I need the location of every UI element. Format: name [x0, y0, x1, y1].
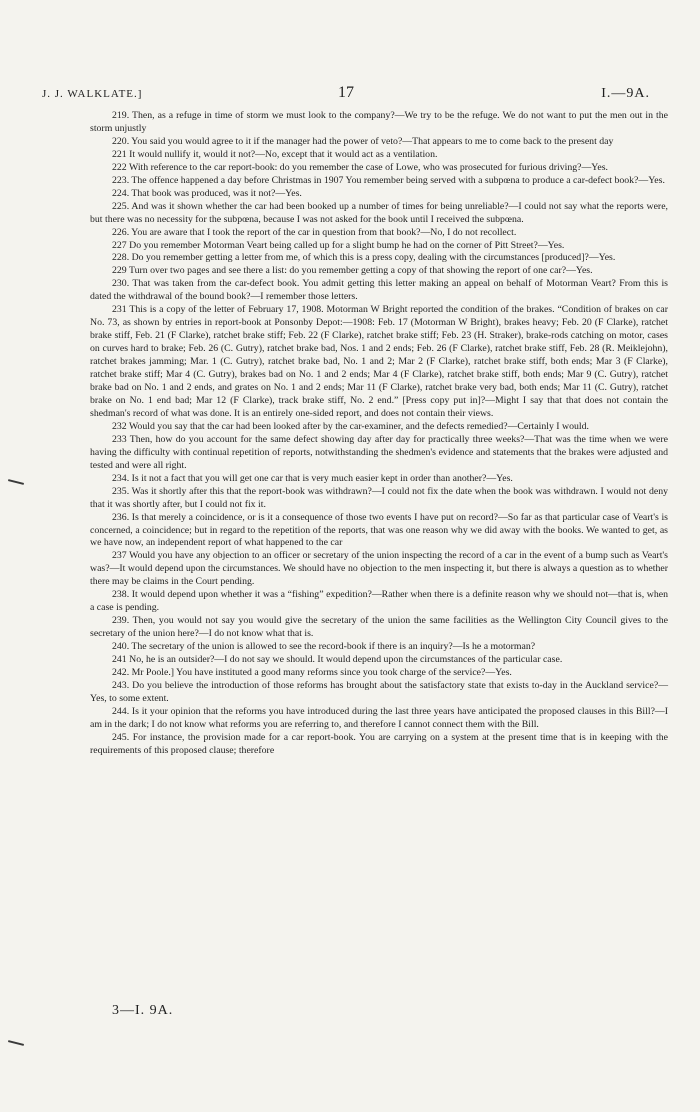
- question-paragraph: 231 This is a copy of the letter of February 17, 1908. Motorman W Bright reported the condition of the brakes. “Condition of brakes on car No. 73, as shown by entries in report-book at Ponsonby Depot:—1908: Feb. 17 (Motorman W Bright), brakes heavy; Feb. 20 (F Clarke), ratchet brake stiff, Feb. 21 (F Clarke), ratchet brake stiff; Feb. 22 (F Clarke), ratchet brake stiff; Feb. 23 (H. Straker), brake-rods catching on motor, cases on curves hard to brake; Feb. 26 (C. Gutry), ratchet brake bad, Nos. 1 and 2 ends; Feb. 26 (F Clarke), ratchet brake stiff, Feb. 28 (R. Meiklejohn), ratchet brakes jamming; Mar. 1 (C. Gutry), ratchet brake bad, No. 1 and 2; Mar 2 (F Clarke), ratchet brake stiff, both ends; Mar 3 (F Clarke), ratchet brake stiff; Mar 4 (C. Gutry), brakes bad on No. 1 and 2 ends; Mar 4 (F Clarke), ratchet brake stiff, both ends; Mar 9 (C. Gutry), ratchet brake bad on No. 1 and 2 ends, and grates on No. 1 and 2 ends; Mar 11 (F Clarke), ratchet brake very bad, both ends; Mar 11 (C. Gutry), ratchet brake on No. 1 end bad; Mar 12 (F Clarke), track brake stiff, No. 2 end.” [Press copy put in]?—Might I say that that does not contain the shedman's record of what was done. It is an entirely one-sided report, and does not contain their views.: [90, 304, 668, 419]
- margin-mark: [8, 479, 24, 485]
- question-paragraph: 236. Is that merely a coincidence, or is it a consequence of those two events I have put on record?—So far as that particular case of Veart's is concerned, a coincidence; but in regard to the repetition of the reports, that was one reason why we did away with the books. We wanted to get, as we have now, an independent report of what happened to the car: [90, 511, 668, 549]
- question-paragraph: 222 With reference to the car report-book: do you remember the case of Lowe, who was prosecuted for furious driving?—Yes.: [112, 161, 609, 173]
- question-paragraph: 245. For instance, the provision made for a car report-book. You are carrying on a system at the present time that is in keeping with the requirements of this proposed clause; therefore: [90, 731, 668, 756]
- signature-mark: 3—I. 9A.: [112, 1003, 174, 1018]
- page-header: [42, 84, 650, 106]
- question-paragraph: 227 Do you remember Motorman Veart being called up for a slight bump he had on the corner of Pitt Street?—Yes.: [112, 239, 565, 251]
- question-paragraph: 221 It would nullify it, would it not?—No, except that it would act as a ventilation.: [112, 148, 438, 160]
- paper-reference: I.—9A.: [601, 86, 650, 101]
- document-body: [90, 110, 668, 758]
- question-paragraph: 242. Mr Poole.] You have instituted a good many reforms since you took charge of the service?—Yes.: [112, 666, 512, 678]
- question-paragraph: 226. You are aware that I took the report of the car in question from that book?—No, I do not recollect.: [112, 226, 517, 238]
- question-paragraph: 239. Then, you would not say you would give the secretary of the union the same facilities as the Wellington City Council gives to the secretary of the union here?—I do not know what that is.: [90, 615, 668, 640]
- question-paragraph: 237 Would you have any objection to an officer or secretary of the union inspecting the record of a car in the event of a bump such as Veart's was?—It would depend upon the circumstances. We should have no objection to the men inspecting it, but there is always a question as to whether there may be claims in the Court pending.: [90, 550, 668, 588]
- question-paragraph: 220. You said you would agree to it if the manager had the power of veto?—That appears to me to come back to the present day: [112, 135, 614, 147]
- question-paragraph: 241 No, he is an outsider?—I do not say we should. It would depend upon the circumstances of the particular case.: [112, 654, 563, 666]
- question-paragraph: 243. Do you believe the introduction of those reforms has brought about the satisfactory state that exists to-day in the Auckland service?—Yes, to some extent.: [90, 679, 668, 704]
- question-paragraph: 225. And was it shown whether the car had been booked up a number of times for being unreliable?—I could not say what the reports were, but there was no necessity for the subpœna, because I was not asked for the book until I received the subpœna.: [90, 200, 668, 225]
- question-paragraph: 235. Was it shortly after this that the report-book was withdrawn?—I could not fix the date when the book was withdrawn. I would not deny that it was shortly after, but I could not fix it.: [90, 485, 668, 510]
- question-paragraph: 230. That was taken from the car-defect book. You admit getting this letter making an appeal on behalf of Motorman Veart? From this is dated the withdrawal of the bound book?—I remember those letters.: [90, 278, 668, 303]
- question-paragraph: 219. Then, as a refuge in time of storm we must look to the company?—We try to be the refuge. We do not want to put the men out in the storm unjustly: [90, 110, 668, 134]
- margin-mark: [8, 1040, 24, 1046]
- page-number: 17: [338, 84, 354, 101]
- question-paragraph: 240. The secretary of the union is allowed to see the record-book if there is an inquiry?—Is he a motorman?: [112, 641, 536, 653]
- question-paragraph: 229 Turn over two pages and see there a list: do you remember getting a copy of that showing the report of one car?—Yes.: [112, 265, 593, 277]
- question-paragraph: 244. Is it your opinion that the reforms you have introduced during the last three years have anticipated the proposed clauses in this Bill?—I am in the dark; I do not know what reforms you are referring to, and therefore I cannot connect them with the Bill.: [90, 705, 668, 730]
- question-paragraph: 238. It would depend upon whether it was a “fishing” expedition?—Rather when there is a definite reason why we should not—that is, when a case is pending.: [90, 589, 668, 614]
- question-paragraph: 233 Then, how do you account for the same defect showing day after day for practically three weeks?—That was the time when we were having the difficulty with continual repetition of reports, notwithstanding the shedmen's evidence and statements that the brakes were adjusted and tested and were all right.: [90, 433, 668, 471]
- question-paragraph: 232 Would you say that the car had been looked after by the car-examiner, and the defects remedied?—Certainly I would.: [112, 420, 589, 432]
- question-paragraph: 228. Do you remember getting a letter from me, of which this is a press copy, dealing with the circumstances [produced]?—Yes.: [112, 252, 616, 264]
- header-witness-name: J. J. WALKLATE.]: [42, 88, 143, 100]
- question-paragraph: 224. That book was produced, was it not?—Yes.: [112, 187, 302, 199]
- question-paragraph: 234. Is it not a fact that you will get one car that is very much easier kept in order than another?—Yes.: [112, 472, 513, 484]
- question-paragraph: 223. The offence happened a day before Christmas in 1907 You remember being served with a subpœna to produce a car-defect book?—Yes.: [112, 174, 665, 186]
